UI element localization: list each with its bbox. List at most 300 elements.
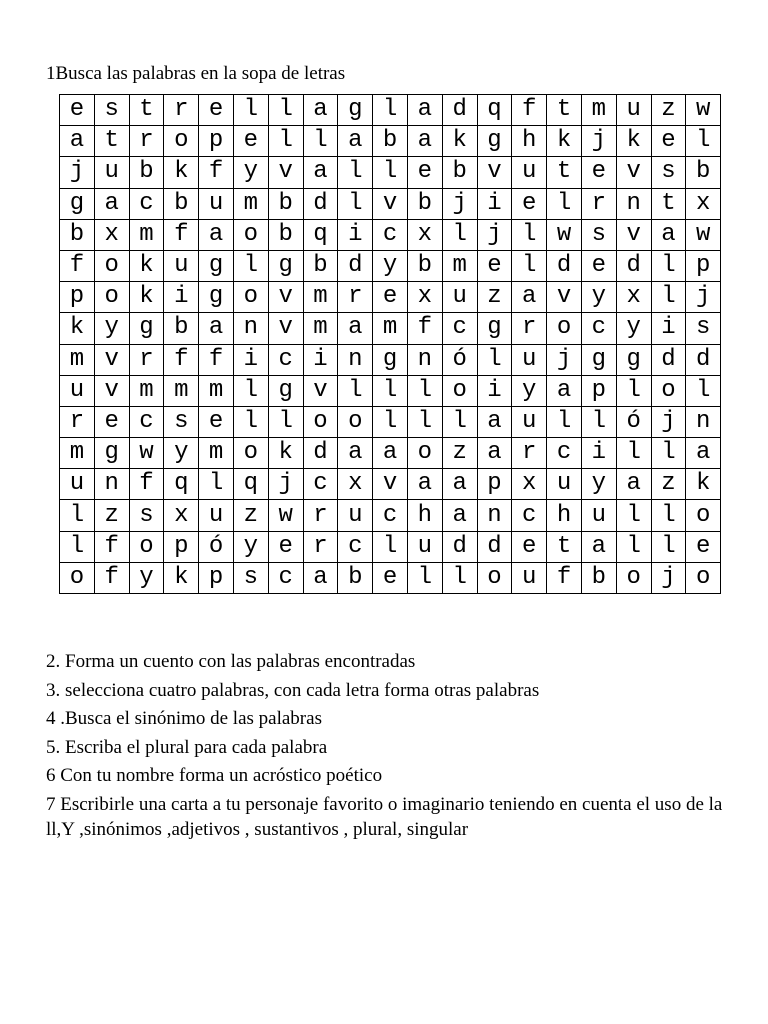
grid-cell: i xyxy=(651,313,686,344)
grid-cell: g xyxy=(616,344,651,375)
grid-cell: p xyxy=(477,469,512,500)
grid-cell: f xyxy=(94,562,129,593)
grid-cell: s xyxy=(233,562,268,593)
grid-cell: e xyxy=(477,250,512,281)
grid-row xyxy=(60,157,721,188)
grid-cell: y xyxy=(94,313,129,344)
grid-cell: l xyxy=(373,375,408,406)
grid-cell: l xyxy=(303,126,338,157)
grid-cell: o xyxy=(547,313,582,344)
grid-cell: c xyxy=(581,313,616,344)
grid-cell: e xyxy=(60,95,95,126)
grid-cell: z xyxy=(477,282,512,313)
grid-cell: a xyxy=(373,438,408,469)
grid-cell: d xyxy=(303,188,338,219)
grid-cell: u xyxy=(338,500,373,531)
grid-cell: e xyxy=(373,282,408,313)
grid-cell: e xyxy=(512,531,547,562)
grid-cell: k xyxy=(129,282,164,313)
grid-cell: a xyxy=(651,219,686,250)
grid-cell: u xyxy=(442,282,477,313)
grid-cell: g xyxy=(199,250,234,281)
grid-cell: m xyxy=(233,188,268,219)
grid-cell: a xyxy=(477,406,512,437)
grid-row xyxy=(60,469,721,500)
grid-cell: j xyxy=(686,282,721,313)
grid-cell: e xyxy=(407,157,442,188)
grid-cell: e xyxy=(373,562,408,593)
grid-cell: b xyxy=(60,219,95,250)
grid-row xyxy=(60,562,721,593)
grid-cell: w xyxy=(268,500,303,531)
grid-cell: v xyxy=(268,313,303,344)
grid-cell: f xyxy=(94,531,129,562)
grid-cell: d xyxy=(477,531,512,562)
grid-cell: b xyxy=(442,157,477,188)
grid-cell: n xyxy=(616,188,651,219)
grid-cell: h xyxy=(407,500,442,531)
grid-cell: d xyxy=(686,344,721,375)
grid-cell: l xyxy=(407,375,442,406)
grid-cell: l xyxy=(373,95,408,126)
grid-cell: c xyxy=(338,531,373,562)
grid-cell: o xyxy=(233,282,268,313)
grid-cell: l xyxy=(686,126,721,157)
grid-cell: g xyxy=(129,313,164,344)
grid-cell: b xyxy=(164,188,199,219)
grid-cell: g xyxy=(268,250,303,281)
grid-cell: j xyxy=(442,188,477,219)
grid-cell: l xyxy=(686,375,721,406)
grid-cell: t xyxy=(547,95,582,126)
grid-cell: b xyxy=(129,157,164,188)
grid-cell: t xyxy=(547,157,582,188)
grid-cell: c xyxy=(442,313,477,344)
grid-cell: m xyxy=(303,313,338,344)
grid-cell: b xyxy=(686,157,721,188)
grid-cell: a xyxy=(199,313,234,344)
grid-cell: o xyxy=(60,562,95,593)
grid-cell: p xyxy=(164,531,199,562)
grid-cell: l xyxy=(651,531,686,562)
grid-cell: l xyxy=(547,406,582,437)
grid-cell: w xyxy=(686,219,721,250)
grid-cell: p xyxy=(199,562,234,593)
grid-cell: a xyxy=(303,157,338,188)
instruction-5: 5. Escriba el plural para cada palabra xyxy=(46,736,328,758)
grid-cell: y xyxy=(512,375,547,406)
grid-cell: q xyxy=(233,469,268,500)
grid-cell: x xyxy=(94,219,129,250)
grid-cell: c xyxy=(512,500,547,531)
grid-cell: a xyxy=(581,531,616,562)
grid-cell: v xyxy=(547,282,582,313)
grid-cell: j xyxy=(477,219,512,250)
grid-cell: o xyxy=(233,219,268,250)
grid-cell: l xyxy=(512,250,547,281)
grid-cell: g xyxy=(373,344,408,375)
grid-cell: l xyxy=(651,438,686,469)
grid-cell: g xyxy=(268,375,303,406)
grid-cell: y xyxy=(164,438,199,469)
grid-row xyxy=(60,219,721,250)
grid-cell: e xyxy=(512,188,547,219)
grid-cell: l xyxy=(268,126,303,157)
instruction-3: 3. selecciona cuatro palabras, con cada letra forma otras palabras xyxy=(46,679,540,701)
grid-cell: r xyxy=(581,188,616,219)
grid-cell: o xyxy=(129,531,164,562)
grid-cell: c xyxy=(129,188,164,219)
grid-cell: j xyxy=(268,469,303,500)
grid-cell: a xyxy=(547,375,582,406)
instruction-6: 6 Con tu nombre forma un acróstico poético xyxy=(46,765,383,786)
grid-row xyxy=(60,531,721,562)
grid-cell: x xyxy=(616,282,651,313)
instruction-4: 4 .Busca el sinónimo de las palabras xyxy=(46,708,322,729)
grid-cell: u xyxy=(547,469,582,500)
grid-cell: o xyxy=(94,282,129,313)
grid-cell: r xyxy=(129,126,164,157)
grid-cell: k xyxy=(129,250,164,281)
grid-cell: j xyxy=(581,126,616,157)
grid-cell: r xyxy=(129,344,164,375)
grid-cell: r xyxy=(164,95,199,126)
grid-cell: v xyxy=(268,282,303,313)
grid-cell: p xyxy=(581,375,616,406)
grid-cell: e xyxy=(199,406,234,437)
grid-cell: m xyxy=(303,282,338,313)
grid-cell: u xyxy=(60,375,95,406)
grid-cell: o xyxy=(303,406,338,437)
grid-cell: f xyxy=(512,95,547,126)
grid-row xyxy=(60,500,721,531)
grid-cell: g xyxy=(60,188,95,219)
grid-cell: a xyxy=(686,438,721,469)
grid-cell: u xyxy=(60,469,95,500)
grid-cell: v xyxy=(477,157,512,188)
grid-cell: m xyxy=(164,375,199,406)
grid-cell: u xyxy=(512,157,547,188)
grid-cell: g xyxy=(477,313,512,344)
grid-cell: x xyxy=(407,282,442,313)
grid-cell: r xyxy=(512,438,547,469)
grid-cell: l xyxy=(407,406,442,437)
grid-cell: t xyxy=(94,126,129,157)
grid-cell: v xyxy=(94,375,129,406)
grid-row xyxy=(60,438,721,469)
grid-cell: a xyxy=(407,126,442,157)
grid-cell: v xyxy=(373,469,408,500)
grid-cell: i xyxy=(477,188,512,219)
grid-cell: l xyxy=(268,95,303,126)
grid-cell: v xyxy=(303,375,338,406)
grid-cell: c xyxy=(373,219,408,250)
grid-cell: d xyxy=(616,250,651,281)
grid-cell: l xyxy=(442,562,477,593)
grid-cell: d xyxy=(651,344,686,375)
grid-cell: i xyxy=(164,282,199,313)
grid-cell: l xyxy=(60,531,95,562)
grid-cell: o xyxy=(616,562,651,593)
grid-cell: b xyxy=(338,562,373,593)
grid-cell: m xyxy=(373,313,408,344)
grid-cell: r xyxy=(303,531,338,562)
grid-cell: l xyxy=(268,406,303,437)
grid-cell: o xyxy=(686,500,721,531)
grid-cell: d xyxy=(442,531,477,562)
grid-cell: a xyxy=(442,500,477,531)
grid-cell: s xyxy=(129,500,164,531)
grid-cell: l xyxy=(338,375,373,406)
grid-cell: o xyxy=(651,375,686,406)
grid-cell: a xyxy=(407,95,442,126)
grid-cell: z xyxy=(233,500,268,531)
grid-cell: h xyxy=(512,126,547,157)
grid-cell: a xyxy=(199,219,234,250)
grid-cell: l xyxy=(651,500,686,531)
grid-cell: j xyxy=(651,406,686,437)
grid-cell: a xyxy=(94,188,129,219)
grid-cell: o xyxy=(477,562,512,593)
grid-cell: u xyxy=(512,344,547,375)
grid-cell: w xyxy=(129,438,164,469)
grid-cell: a xyxy=(512,282,547,313)
grid-cell: v xyxy=(94,344,129,375)
grid-cell: n xyxy=(477,500,512,531)
grid-cell: y xyxy=(233,157,268,188)
grid-cell: n xyxy=(233,313,268,344)
grid-cell: i xyxy=(581,438,616,469)
grid-cell: l xyxy=(651,282,686,313)
grid-cell: s xyxy=(651,157,686,188)
grid-cell: d xyxy=(303,438,338,469)
grid-cell: m xyxy=(581,95,616,126)
grid-cell: o xyxy=(164,126,199,157)
grid-cell: l xyxy=(651,250,686,281)
grid-cell: g xyxy=(199,282,234,313)
grid-cell: u xyxy=(199,188,234,219)
grid-cell: z xyxy=(651,469,686,500)
grid-cell: e xyxy=(581,157,616,188)
grid-cell: ó xyxy=(199,531,234,562)
grid-cell: e xyxy=(651,126,686,157)
grid-cell: ó xyxy=(442,344,477,375)
grid-cell: r xyxy=(60,406,95,437)
grid-cell: g xyxy=(581,344,616,375)
grid-cell: f xyxy=(199,344,234,375)
grid-cell: e xyxy=(199,95,234,126)
grid-cell: b xyxy=(303,250,338,281)
instructions-list xyxy=(46,648,746,842)
instruction-7: 7 Escribirle una carta a tu personaje favorito o imaginario teniendo en cuenta el uso de la ll,Y ,sinónimos ,adjetivos , sustantivos , plural, singular xyxy=(46,793,723,840)
grid-cell: a xyxy=(407,469,442,500)
grid-cell: l xyxy=(60,500,95,531)
grid-cell: f xyxy=(129,469,164,500)
grid-cell: o xyxy=(94,250,129,281)
grid-cell: a xyxy=(338,126,373,157)
grid-cell: u xyxy=(512,562,547,593)
grid-cell: k xyxy=(547,126,582,157)
grid-cell: m xyxy=(199,375,234,406)
grid-cell: e xyxy=(581,250,616,281)
grid-cell: m xyxy=(60,344,95,375)
grid-cell: l xyxy=(616,531,651,562)
grid-cell: e xyxy=(233,126,268,157)
grid-cell: v xyxy=(373,188,408,219)
grid-cell: o xyxy=(338,406,373,437)
grid-cell: q xyxy=(164,469,199,500)
grid-cell: q xyxy=(303,219,338,250)
grid-cell: z xyxy=(94,500,129,531)
grid-cell: d xyxy=(338,250,373,281)
grid-cell: u xyxy=(512,406,547,437)
grid-cell: m xyxy=(129,375,164,406)
grid-cell: u xyxy=(94,157,129,188)
grid-cell: u xyxy=(581,500,616,531)
grid-cell: q xyxy=(477,95,512,126)
grid-cell: a xyxy=(60,126,95,157)
grid-cell: a xyxy=(303,562,338,593)
grid-cell: l xyxy=(616,438,651,469)
grid-cell: v xyxy=(616,157,651,188)
grid-cell: o xyxy=(233,438,268,469)
grid-cell: n xyxy=(407,344,442,375)
grid-cell: r xyxy=(512,313,547,344)
grid-cell: c xyxy=(268,344,303,375)
grid-cell: k xyxy=(60,313,95,344)
grid-cell: a xyxy=(303,95,338,126)
grid-cell: o xyxy=(442,375,477,406)
grid-cell: l xyxy=(442,406,477,437)
grid-cell: c xyxy=(373,500,408,531)
grid-cell: k xyxy=(268,438,303,469)
page-title: 1Busca las palabras en la sopa de letras xyxy=(46,63,346,84)
grid-cell: l xyxy=(373,157,408,188)
grid-cell: u xyxy=(616,95,651,126)
grid-row xyxy=(60,375,721,406)
grid-row xyxy=(60,95,721,126)
grid-cell: y xyxy=(616,313,651,344)
grid-cell: u xyxy=(407,531,442,562)
grid-cell: f xyxy=(547,562,582,593)
grid-cell: n xyxy=(338,344,373,375)
grid-cell: l xyxy=(338,157,373,188)
grid-cell: f xyxy=(199,157,234,188)
grid-cell: f xyxy=(164,344,199,375)
grid-cell: f xyxy=(60,250,95,281)
grid-cell: u xyxy=(164,250,199,281)
grid-cell: p xyxy=(199,126,234,157)
grid-cell: j xyxy=(651,562,686,593)
grid-cell: i xyxy=(303,344,338,375)
grid-cell: l xyxy=(233,95,268,126)
word-search-grid xyxy=(59,94,721,594)
grid-cell: y xyxy=(581,469,616,500)
grid-cell: x xyxy=(686,188,721,219)
grid-cell: h xyxy=(547,500,582,531)
grid-cell: k xyxy=(686,469,721,500)
grid-cell: l xyxy=(233,375,268,406)
grid-cell: z xyxy=(442,438,477,469)
grid-cell: p xyxy=(686,250,721,281)
grid-cell: b xyxy=(373,126,408,157)
grid-row xyxy=(60,344,721,375)
grid-row xyxy=(60,250,721,281)
grid-cell: x xyxy=(512,469,547,500)
grid-cell: m xyxy=(60,438,95,469)
grid-cell: w xyxy=(547,219,582,250)
grid-row xyxy=(60,406,721,437)
grid-cell: l xyxy=(199,469,234,500)
grid-cell: f xyxy=(407,313,442,344)
grid-cell: j xyxy=(60,157,95,188)
grid-cell: i xyxy=(233,344,268,375)
grid-cell: m xyxy=(442,250,477,281)
grid-row xyxy=(60,313,721,344)
grid-cell: l xyxy=(338,188,373,219)
grid-cell: w xyxy=(686,95,721,126)
grid-cell: l xyxy=(373,406,408,437)
grid-cell: b xyxy=(268,188,303,219)
grid-cell: s xyxy=(94,95,129,126)
grid-cell: b xyxy=(407,188,442,219)
grid-cell: c xyxy=(129,406,164,437)
grid-cell: y xyxy=(129,562,164,593)
grid-cell: b xyxy=(407,250,442,281)
grid-cell: y xyxy=(373,250,408,281)
grid-cell: c xyxy=(268,562,303,593)
grid-cell: l xyxy=(616,375,651,406)
grid-cell: l xyxy=(512,219,547,250)
grid-cell: o xyxy=(686,562,721,593)
grid-cell: l xyxy=(233,250,268,281)
grid-cell: g xyxy=(94,438,129,469)
grid-cell: t xyxy=(129,95,164,126)
grid-cell: l xyxy=(477,344,512,375)
grid-cell: t xyxy=(547,531,582,562)
grid-cell: f xyxy=(164,219,199,250)
grid-cell: e xyxy=(268,531,303,562)
grid-cell: l xyxy=(233,406,268,437)
grid-cell: m xyxy=(129,219,164,250)
grid-cell: g xyxy=(477,126,512,157)
grid-cell: u xyxy=(199,500,234,531)
grid-cell: l xyxy=(616,500,651,531)
grid-cell: d xyxy=(442,95,477,126)
grid-cell: m xyxy=(199,438,234,469)
grid-cell: p xyxy=(60,282,95,313)
grid-cell: k xyxy=(164,157,199,188)
grid-cell: e xyxy=(686,531,721,562)
grid-cell: x xyxy=(164,500,199,531)
grid-cell: i xyxy=(477,375,512,406)
grid-cell: n xyxy=(94,469,129,500)
grid-cell: k xyxy=(442,126,477,157)
grid-cell: b xyxy=(581,562,616,593)
instruction-2: 2. Forma un cuento con las palabras encontradas xyxy=(46,651,416,672)
grid-cell: r xyxy=(303,500,338,531)
grid-cell: ó xyxy=(616,406,651,437)
grid-cell: x xyxy=(338,469,373,500)
grid-cell: k xyxy=(164,562,199,593)
grid-cell: a xyxy=(477,438,512,469)
grid-cell: s xyxy=(164,406,199,437)
grid-cell: d xyxy=(547,250,582,281)
grid-cell: l xyxy=(407,562,442,593)
grid-row xyxy=(60,188,721,219)
grid-cell: r xyxy=(338,282,373,313)
grid-cell: l xyxy=(442,219,477,250)
